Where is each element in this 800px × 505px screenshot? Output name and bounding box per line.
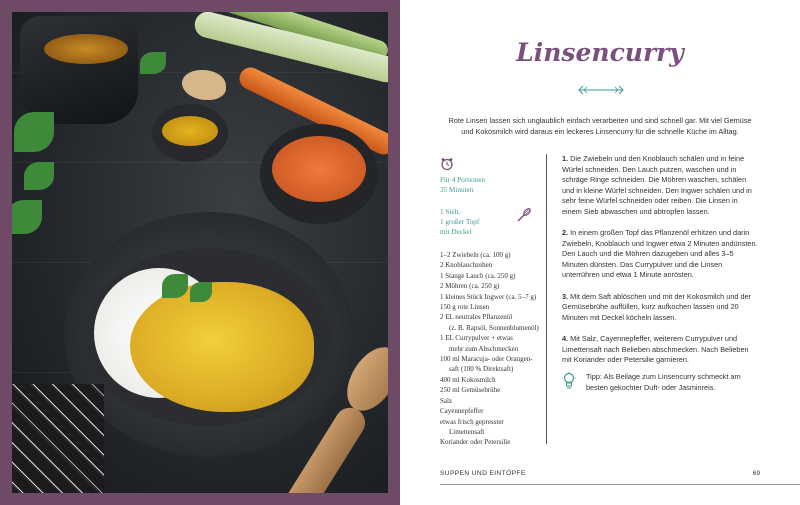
curry-powder-bowl <box>152 104 228 162</box>
right-page <box>400 0 800 505</box>
step-text: Die Zwiebeln und den Knoblauch schälen und in feine Würfel schneiden. Den Lauch putzen, waschen und in schräge Ringe schneiden. Die Möhren waschen, schälen und in kleine Würfel schneiden. Den Ingwer schälen und in sehr feine Würfel schneiden oder reiben. Die Linsen in einem Sieb abwaschen und abtropfen lassen. <box>562 154 752 216</box>
section-name: SUPPEN UND EINTÖPFE <box>440 470 526 477</box>
instruction-steps <box>562 154 758 377</box>
page-number: 69 <box>752 470 760 477</box>
ingredient-list <box>440 250 556 448</box>
footer-rule <box>440 484 800 485</box>
equipment-line: mit Deckel <box>440 228 472 236</box>
ingredient-item: Limettensaft <box>449 427 485 436</box>
ingredient-item: 1 Stange Lauch (ca. 250 g) <box>440 271 516 280</box>
step-text: In einem großen Topf das Pflanzenöl erhitzen und darin Zwiebeln, Knoblauch und Ingwer etwa 2 Minuten andünsten. Den Lauch und die Möhren dazugeben und alles 3–5 Minuten dünsten. Das Currypulver und die Linsen unterrühren und etwa 1 Minute anrösten. <box>562 228 758 279</box>
instruction-step <box>562 334 758 366</box>
portions-time <box>440 175 485 195</box>
tip-box <box>562 372 758 393</box>
ingredient-item: 1 kleines Stück Ingwer (ca. 5–7 g) <box>440 292 537 301</box>
ingredient-item: 150 g rote Linsen <box>440 303 490 312</box>
sauce-liquid <box>44 34 128 64</box>
light-bulb-icon <box>562 372 576 390</box>
cilantro-garnish <box>162 274 188 298</box>
cilantro-leaves <box>12 200 42 234</box>
instruction-step <box>562 228 758 281</box>
ingredient-item: 2 Möhren (ca. 250 g) <box>440 282 500 291</box>
ingredient-item: (z. B. Rapsöl, Sonnenblumenöl) <box>449 323 539 332</box>
column-divider <box>546 154 547 444</box>
instruction-step <box>562 154 758 217</box>
step-number: 2. <box>562 228 569 237</box>
ginger-root <box>182 70 226 100</box>
lentil-curry <box>130 282 314 412</box>
step-number: 1. <box>562 154 569 163</box>
equipment-line: 1 Sieb, <box>440 208 460 216</box>
food-photo <box>12 12 388 493</box>
ingredient-item: saft (100 % Direktsaft) <box>449 365 514 374</box>
red-lentils-bowl <box>260 124 378 224</box>
recipe-title: Linsencurry <box>516 38 684 67</box>
ingredient-item: 250 ml Gemüsebrühe <box>440 386 501 395</box>
ingredient-item: etwas frisch gepresster <box>440 417 504 426</box>
ingredient-item: Cayennepfeffer <box>440 407 484 416</box>
ingredient-item: 400 ml Kokosmilch <box>440 375 496 384</box>
patterned-cloth <box>12 384 104 493</box>
equipment <box>440 207 479 237</box>
tip-text: Tipp: Als Beilage zum Linsencurry schmeckt am besten gekochter Duft- oder Jasminreis. <box>586 372 741 392</box>
time-label: 35 Minuten <box>440 186 474 194</box>
ingredient-item: Koriander oder Petersilie <box>440 438 511 447</box>
recipe-intro: Rote Linsen lassen sich unglaublich einfach verarbeiten und sind schnell gar. Mit viel Gemüse und Kokosmilch wird daraus ein leckeres Linsencurry für die schnelle Küche im Alltag. <box>448 116 752 136</box>
arrow-ornament-icon <box>575 84 627 96</box>
ingredient-item: 2 Knoblauchzehen <box>440 261 493 270</box>
step-number: 4. <box>562 334 569 343</box>
cilantro-garnish <box>190 282 212 302</box>
ingredient-item: 1 EL Currypulver + etwas <box>440 334 513 343</box>
cilantro-leaves <box>14 112 54 152</box>
cilantro-leaves <box>24 162 54 190</box>
sauce-pitcher <box>20 16 138 124</box>
alarm-clock-icon <box>440 157 454 171</box>
instruction-step <box>562 292 758 324</box>
ingredient-item: 2 EL neutrales Pflanzenöl <box>440 313 513 322</box>
portions-label: Für 4 Portionen <box>440 176 486 184</box>
ingredient-item: mehr zum Abschmecken <box>449 344 519 353</box>
step-text: Mit Salz, Cayennepfeffer, weiterem Currypulver und Limettensaft nach Belieben abschmecken. Nach Belieben mit Koriander oder Petersilie garnieren. <box>562 334 749 364</box>
ingredient-item: 100 ml Maracuja- oder Orangen- <box>440 355 533 364</box>
cilantro-leaves <box>140 52 166 74</box>
ingredient-item: 1–2 Zwiebeln (ca. 100 g) <box>440 251 511 259</box>
step-text: Mit dem Saft ablöschen und mit der Kokosmilch und der Gemüsebrühe auffüllen, kurz aufkochen lassen und 20 Minuten mit Deckel köcheln lassen. <box>562 291 752 322</box>
step-number: 3. <box>562 291 569 301</box>
ingredient-item: Salz <box>440 396 453 405</box>
equipment-line: 1 großer Topf <box>440 218 480 226</box>
whisk-icon <box>516 207 532 223</box>
